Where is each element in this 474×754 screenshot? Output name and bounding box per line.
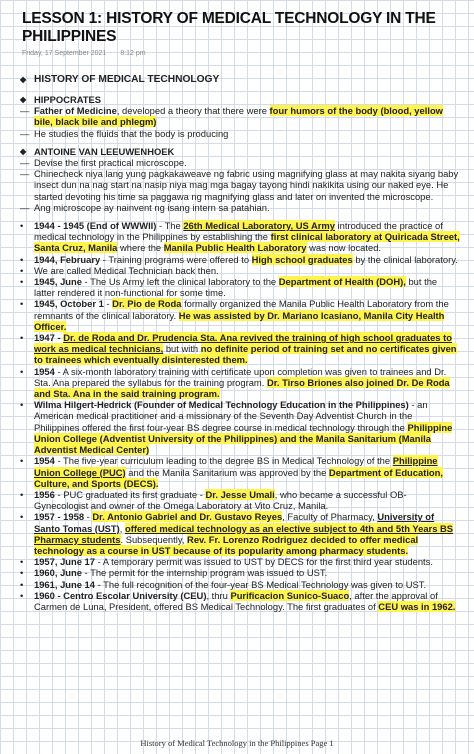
timeline-item: • 1954 - A six-month laboratory training with certificate upon completion was given to trainees and Dr. Sta. Ana prepared the syllabus for the training program. Dr. Tirso Briones also joined Dr. De Roda and Sta. Ana in the said training program. (20, 365, 450, 400)
timeline-item: • 1945, October 1 - Dr. Pio de Roda formally organized the Manila Public Health Laboratory from the remnants of the clinical laboratory. He was assisted by Dr. Mariano Icasiano, Manila City Health Officer. (20, 298, 449, 332)
list-item: — Chinecheck niya lang yung pagkakaweave ng fabric using magnifying glass at may nakita siyang baby insect dun na nag start na nasip niya mag mga bagay tayong hindi nakikita using our naked eye. He started devoting his time sa paggawa ng magnifying glass and later on invented the microscope. (20, 168, 459, 202)
note-date: Friday, 17 September 2021 (22, 50, 107, 57)
list-item: — He studies the fluids that the body is producing (20, 127, 229, 139)
hippocrates-heading: ◆ HIPPOCRATES (20, 94, 102, 105)
timeline-item: • 1960, June - The permit for the internship program was issued to UST. (20, 567, 328, 579)
note-time: 8:12 pm (120, 50, 146, 57)
timeline-item: • 1945, June - The Us Army left the clinical laboratory to the Department of Health (DOH), but the latter rendered it non-functional for some time. (20, 276, 438, 299)
dot-bullet-icon: • (20, 578, 24, 590)
dot-bullet-icon: • (20, 365, 24, 377)
dot-bullet-icon: • (20, 332, 24, 344)
dot-bullet-icon: • (20, 488, 24, 500)
page-footer: History of Medical Technology in the Philippines Page 1 (140, 738, 334, 748)
note-content (20, 74, 460, 612)
timeline-item: • 1957, June 17 - A temporary permit was issued to UST by DECS for the first third year students. (20, 556, 433, 568)
dash-bullet-icon: — (20, 105, 30, 117)
timeline-item: • 1944 - 1945 (End of WWWII) - The 26th Medical Laboratory, US Army introduced the practice of medical technology in the Philippines by establishing the first clinical laboratory at Quiricada Street, Santa Cruz, Manila where the Manila Public Health Laboratory was now located. (20, 220, 460, 254)
dot-bullet-icon: • (20, 556, 24, 568)
dot-bullet-icon: • (20, 399, 24, 411)
dot-bullet-icon: • (20, 298, 24, 310)
timeline-item: • 1961, June 14 - The full recognition of the four-year BS Medical Technology was given to UST. (20, 578, 427, 590)
dash-bullet-icon: — (20, 201, 30, 213)
timeline-item: • 1960 - Centro Escolar University (CEU), thru Purificacion Sunico-Suaco, after the approval of Carmen de Luna, President, offered BS Medical Technology. The first graduates of CEU was in 1962. (20, 589, 456, 612)
timeline-item: • 1947 - Dr. de Roda and Dr. Prudencia Sta. Ana revived the training of high school graduates to work as medical technicians, but with no definite period of training set and no certificates given to trainees which eventually disinterested them. (20, 332, 457, 366)
dot-bullet-icon: • (20, 589, 24, 601)
diamond-bullet-icon: ◆ (20, 95, 27, 104)
dot-bullet-icon: • (20, 276, 24, 288)
dot-bullet-icon: • (20, 220, 24, 232)
timeline-item: • Wilma Hilgert-Hedrick (Founder of Medical Technology Education in the Philippines) - an American medical practitioner and a missionary of the Seventh Day Adventist Church in the Philippines offered the first four-year BS degree course in medical technology through the Philippine Union College (Adventist University of the Philippines) and the Manila Sanitarium (Manila Adventist Medical Center) (20, 399, 453, 456)
leeuwenhoek-heading: ◆ ANTOINE VAN LEEUWENHOEK (20, 145, 175, 157)
diamond-bullet-icon: ◆ (20, 75, 27, 84)
timeline-item: • 1956 - PUC graduated its first graduate - Dr. Jesse Umali, who became a successful OB-Gynecologist and owner of the Omega Laboratory at Vito Cruz, Manila. (20, 488, 407, 512)
page-title: LESSON 1: HISTORY OF MEDICAL TECHNOLOGY IN THE PHILIPPINES (22, 10, 436, 45)
timeline-item: • 1944, February - Training programs were offered to High school graduates by the clinical laboratory. (20, 253, 458, 265)
date-line (22, 50, 146, 57)
section-heading: ◆ HISTORY OF MEDICAL TECHNOLOGY (20, 74, 220, 85)
dot-bullet-icon: • (20, 567, 24, 579)
dot-bullet-icon: • (20, 455, 24, 467)
dot-bullet-icon: • (20, 253, 24, 265)
list-item: — Ang microscope ay nainvent ng isang intern sa patahian. (20, 201, 270, 213)
dash-bullet-icon: — (20, 157, 30, 169)
dash-bullet-icon: — (20, 168, 30, 180)
dot-bullet-icon: • (20, 511, 24, 523)
diamond-bullet-icon: ◆ (20, 146, 27, 156)
dot-bullet-icon: • (20, 264, 24, 276)
list-item: — Father of Medicine, developed a theory that there were four humors of the body (blood, yellow bile, black bile and phlegm) (20, 105, 443, 128)
list-item: — Devise the first practical microscope. (20, 157, 187, 169)
dash-bullet-icon: — (20, 127, 30, 139)
timeline-item: • 1954 - The five-year curriculum leading to the degree BS in Medical Technology of the Philippine Union College (PUC) and the Manila Sanitarium was approved by the Department of Education, Culture, and Sports (DECS). (20, 455, 443, 489)
timeline-item: • 1957 - 1958 - Dr. Antonio Gabriel and Dr. Gustavo Reyes, Faculty of Pharmacy, University of Santo Tomas (UST), offered medical technology as an elective subject to 4th and 5th Years BS Pharmacy students. Subsequently, Rev. Fr. Lorenzo Rodriguez decided to offer medical technology as a course in UST because of its popularity among pharmacy students. (20, 511, 454, 556)
timeline-item: • We are called Medical Technician back then. (20, 264, 219, 276)
